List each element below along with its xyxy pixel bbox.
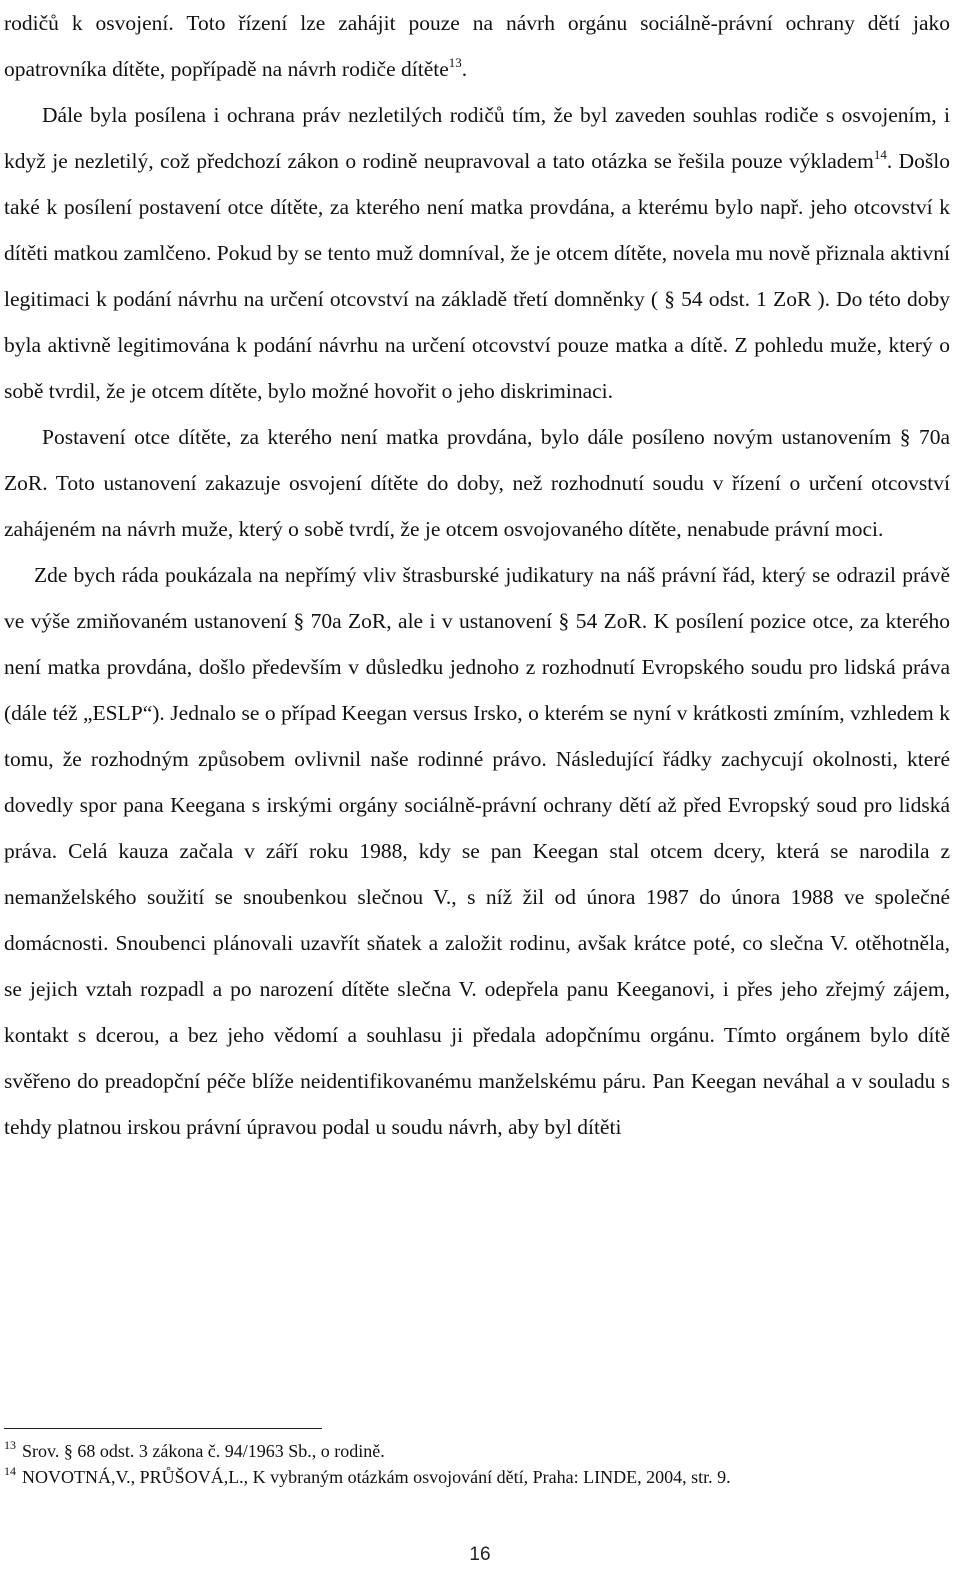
footnotes: [4, 1438, 950, 1490]
paragraph-4: Zde bych ráda poukázala na nepřímý vliv štrasburské judikatury na náš právní řád, který se odrazil právě ve výše zmiňovaném ustanovení § 70a ZoR, ale i v ustanovení § 54 ZoR. K posílení pozice otce, za kterého není matka provdána, došlo především v důsledku jednoho z rozhodnutí Evropského soudu pro lidská práva (dále též „ESLP“). Jednalo se o případ Keegan versus Irsko, o kterém se nyní v krátkosti zmíním, vzhledem k tomu, že rozhodným způsobem ovlivnil naše rodinné právo. Následující řádky zachycují okolnosti, které dovedly spor pana Keegana s irskými orgány sociálně-právní ochrany dětí až před Evropský soud pro lidská práva. Celá kauza začala v září roku 1988, kdy se pan Keegan stal otcem dcery, která se narodila z nemanželského soužití se snoubenkou slečnou V., s níž žil od února 1987 do února 1988 ve společné domácnosti. Snoubenci plánovali uzavřít sňatek a založit rodinu, avšak krátce poté, co slečna V. otěhotněla, se jejich vztah rozpadl a po narození dítěte slečna V. odepřela panu Keeganovi, i přes jeho zřejmý zájem, kontakt s dcerou, a bez jeho vědomí a souhlasu ji předala adopčnímu orgánu. Tímto orgánem bylo dítě svěřeno do preadopční péče blíže neidentifikovanému manželskému páru. Pan Keegan neváhal a v souladu s tehdy platnou irskou právní úpravou podal u soudu návrh, aby byl dítěti: [4, 563, 950, 1139]
body-text: [4, 0, 950, 1150]
paragraph-1-text: rodičů k osvojení. Toto řízení lze zahájit pouze na návrh orgánu sociálně-právní ochrany dětí jako opatrovníka dítěte, popřípadě na návrh rodiče dítěte: [4, 11, 950, 81]
footnote-ref-14: 14: [873, 147, 887, 162]
footnote-13: [4, 1438, 950, 1464]
paragraph-2-text-b: . Došlo také k posílení postavení otce dítěte, za kterého není matka provdána, a kterému bylo např. jeho otcovství k dítěti matkou zamlčeno. Pokud by se tento muž domníval, že je otcem dítěte, novela mu nově přiznala aktivní legitimaci k podání návrhu na určení otcovství na základě třetí domněnky ( § 54 odst. 1 ZoR ). Do této doby byla aktivně legitimována k podání návrhu na určení otcovství pouze matka a dítě. Z pohledu muže, který o sobě tvrdil, že je otcem dítěte, bylo možné hovořit o jeho diskriminaci.: [4, 149, 951, 403]
paragraph-3: Postavení otce dítěte, za kterého není matka provdána, bylo dále posíleno novým ustanovením § 70a ZoR. Toto ustanovení zakazuje osvojení dítěte do doby, než rozhodnutí soudu v řízení o určení otcovství zahájeném na návrh muže, který o sobě tvrdí, že je otcem osvojovaného dítěte, nenabude právní moci.: [4, 425, 950, 541]
page-number: 16: [469, 1544, 491, 1565]
paragraph-1: [4, 0, 950, 92]
footnote-13-number: 13: [4, 1438, 16, 1452]
footnote-separator: [4, 1428, 322, 1429]
paragraph-2-text-a: Dále byla posílena i ochrana práv nezletilých rodičů tím, že byl zaveden souhlas rodiče s osvojením, i když je nezletilý, což předchozí zákon o rodině neupravoval a tato otázka se řešila pouze výkladem: [4, 103, 950, 173]
paragraph-1-end: .: [461, 57, 468, 81]
footnote-14-text: NOVOTNÁ,V., PRŮŠOVÁ,L., K vybraným otázkám osvojování dětí, Praha: LINDE, 2004, str. 9.: [22, 1467, 731, 1487]
footnote-ref-13: 13: [448, 55, 462, 70]
paragraph-2: [4, 92, 950, 414]
footnote-13-text: Srov. § 68 odst. 3 zákona č. 94/1963 Sb., o rodině.: [22, 1441, 385, 1461]
footnote-14: [4, 1464, 950, 1490]
footnote-14-number: 14: [4, 1464, 16, 1478]
